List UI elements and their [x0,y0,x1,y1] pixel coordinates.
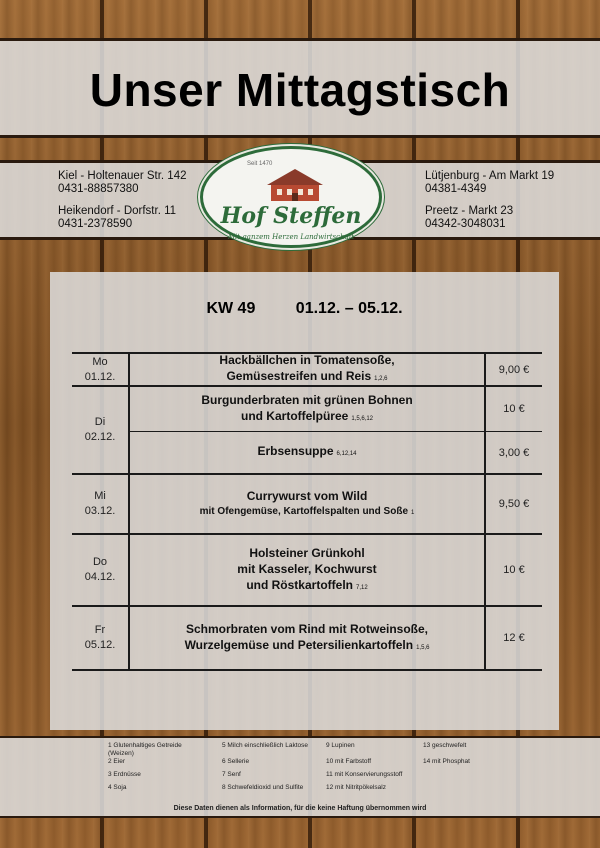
dish-cell [130,432,486,473]
dish-cell [130,535,486,605]
menu-row-thursday [72,533,542,607]
legend-item: 9 Lupinen [326,742,355,749]
legend-item: 6 Sellerie [222,758,250,765]
allergen-codes: 1 [411,509,415,516]
location-kiel [58,170,187,196]
legend-item: 2 Eier [108,758,125,765]
location-preetz [425,205,513,231]
location-heikendorf [58,205,176,231]
price-cell: 10 € [503,403,525,415]
dish-line: und Kartoffelpüree [240,408,349,423]
week-header [50,300,559,318]
day-date: 03.12. [84,505,116,517]
disclaimer: Diese Daten dienen als Information, für die keine Haftung übernommen wird [173,805,427,812]
legend-column [108,742,208,797]
week-number: KW 49 [206,300,256,317]
menu-row-monday [72,352,542,387]
price-cell: 10 € [503,564,525,576]
day-name: Fr [94,624,106,636]
dish-line: Hackbällchen in Tomatensoße, [219,353,395,367]
logo-since: Seit 1470 [247,161,273,167]
allergen-codes: 6,12,14 [336,451,357,457]
location-name: Preetz - Markt 23 [425,205,514,217]
day-name: Do [92,556,108,568]
location-phone: 04381-4349 [425,183,487,195]
legend-item: 14 mit Phosphat [423,758,470,765]
legend-item: 13 geschwefelt [423,742,467,749]
farmhouse-icon [265,167,325,203]
allergen-codes: 7,12 [355,584,368,591]
day-cell [72,387,130,473]
legend-item: 4 Soja [108,784,127,791]
day-date: 01.12. [84,370,116,383]
page-title: Unser Mittagstisch [89,64,511,116]
dish-line: mit Kasseler, Kochwurst [237,561,377,576]
dish-line: Gemüsestreifen und Reis [226,369,372,383]
dish-line: Holsteiner Grünkohl [249,545,365,560]
allergen-codes: 1,5,6 [416,644,430,651]
legend-item: 8 Schwefeldioxid und Sulfite [222,784,304,791]
dish-line: Erbsensuppe [257,444,334,458]
day-cell [72,354,130,385]
legend-item: 1 Glutenhaltiges Getreide (Weizen) [108,742,182,757]
legend-item: 7 Senf [222,771,241,778]
price-cell: 9,50 € [498,498,530,510]
location-name: Kiel - Holtenauer Str. 142 [58,170,187,182]
dish-line: und Röstkartoffeln [246,577,353,592]
location-name: Lütjenburg - Am Markt 19 [425,170,555,182]
dish-cell [130,475,486,533]
hof-steffen-logo [200,146,382,248]
day-cell [72,607,130,669]
legend-column [222,742,327,797]
dish-line: Schmorbraten vom Rind mit Rotweinsoße, [185,621,429,636]
week-range: 01.12. – 05.12. [295,300,403,317]
legend-item: 5 Milch einschließlich Laktose [222,742,308,749]
allergen-legend [0,736,600,818]
location-name: Heikendorf - Dorfstr. 11 [58,205,177,217]
legend-column [326,742,421,797]
dish-cell [130,354,486,385]
logo-tagline: Mit ganzem Herzen Landwirtschaft [227,233,355,241]
allergen-codes: 1,5,6,12 [351,415,374,422]
location-phone: 0431-88857380 [58,183,139,195]
menu-row-tuesday [72,385,542,475]
legend-item: 12 mit Nitritpökelsalz [326,784,386,791]
day-date: 02.12. [84,431,116,443]
day-name: Di [94,416,106,428]
day-name: Mi [94,490,106,502]
day-cell [72,475,130,533]
dish-cell [130,387,486,431]
dish-line: Wurzelgemüse und Petersilienkartoffeln [184,637,414,652]
legend-column [423,742,503,771]
legend-item: 11 mit Konservierungsstoff [326,771,403,778]
location-luetjenburg [425,170,554,196]
day-date: 05.12. [84,639,116,651]
dish-cell [130,607,486,669]
dish-line: mit Ofengemüse, Kartoffelspalten und Soße [199,505,408,517]
location-phone: 0431-2378590 [58,218,133,230]
dish-line: Currywurst vom Wild [246,488,368,503]
day-cell [72,535,130,605]
menu-row-wednesday [72,473,542,535]
allergen-codes: 1,2,6 [374,376,388,382]
legend-item: 10 mit Farbstoff [326,758,372,765]
price-cell: 9,00 € [498,363,530,376]
day-name: Mo [92,355,108,368]
location-phone: 04342-3048031 [425,218,506,230]
menu-panel [50,272,559,730]
title-band [0,38,600,138]
day-date: 04.12. [84,571,116,583]
price-cell: 3,00 € [498,446,530,459]
price-cell: 12 € [503,632,525,644]
logo-brand: Hof Steffen [220,203,362,229]
legend-item: 3 Erdnüsse [108,771,141,778]
dish-line: Burgunderbraten mit grünen Bohnen [201,392,413,407]
menu-row-friday [72,605,542,671]
